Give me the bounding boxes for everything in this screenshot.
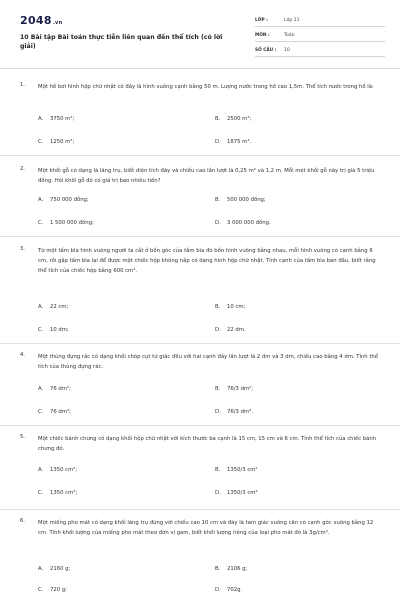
option-b[interactable] — [215, 116, 251, 122]
meta-key: LỚP : — [255, 17, 268, 23]
option-c[interactable] — [38, 327, 69, 333]
option-a[interactable] — [38, 197, 89, 203]
question-divider — [0, 509, 400, 510]
option-key: B. — [215, 116, 221, 122]
option-value: 1350 cm³; — [50, 490, 78, 496]
question-number: 2. — [20, 166, 25, 172]
option-value: 500 000 đồng; — [227, 197, 266, 203]
question-divider — [0, 343, 400, 344]
question-text: Một hồ bơi hình hộp chữ nhật có đáy là hình vuông cạnh bằng 50 m. Lượng nước trong hồ cao 1,5m. Thể tích nước trong hồ là: — [38, 84, 374, 90]
option-value: 10 dm; — [50, 327, 69, 333]
option-c[interactable] — [38, 139, 74, 145]
option-value: 10 cm; — [227, 304, 246, 310]
option-d[interactable] — [215, 587, 242, 593]
option-key: A. — [38, 467, 44, 473]
option-value: 3750 m³; — [50, 116, 75, 122]
question-text: Một khối gỗ có dạng là lăng trụ, biết diện tích đáy và chiều cao lần lượt là 0,25 m² và 1,2 m. Mỗi mét khối gỗ này trị giá 5 triệu đồng. Hỏi khối gỗ đó có giá trị bao nhiêu tiền? — [38, 168, 375, 184]
option-value: 76/3 dm³. — [227, 409, 253, 415]
option-b[interactable] — [215, 566, 247, 572]
option-c[interactable] — [38, 220, 94, 226]
document-title: 10 Bài tập Bài toán thực tiễn liên quan đến thể tích (có lời giải) — [20, 34, 223, 50]
option-a[interactable] — [38, 467, 77, 473]
option-key: D. — [215, 587, 221, 593]
option-key: C. — [38, 587, 44, 593]
option-a[interactable] — [38, 304, 68, 310]
option-value: 2106 g; — [227, 566, 248, 572]
option-value: 750 000 đồng; — [50, 197, 89, 203]
option-key: A. — [38, 566, 44, 572]
option-key: D. — [215, 220, 221, 226]
question-divider — [0, 155, 400, 156]
option-value: 76 dm³; — [50, 409, 71, 415]
question-number: 4. — [20, 352, 25, 358]
option-key: B. — [215, 386, 221, 392]
option-value: 1875 m³. — [227, 139, 252, 145]
option-d[interactable] — [215, 490, 258, 496]
option-key: C. — [38, 409, 44, 415]
option-key: A. — [38, 197, 44, 203]
question-text: Một thùng đựng rác có dạng khối chóp cụt tứ giác đều với hai cạnh đáy lần lượt là 2 dm và 3 dm, chiều cao bằng 4 dm. Tính thể tích của thùng đựng rác. — [38, 354, 379, 370]
option-a[interactable] — [38, 386, 71, 392]
option-key: D. — [215, 490, 221, 496]
header-divider — [0, 68, 400, 69]
question-text: Từ một tấm bìa hình vuông người ta cắt ở bốn góc của tấm bìa đó bốn hình vuông bằng nhau, mỗi hình vuông có cạnh bằng 6 cm, rồi gập tấm bìa lại để được một chiếc hộp không nắp có dạng hình hộp chữ nhật. Tính cạnh của tấm bìa ban đầu, biết rằng thể tích của chiếc hộp bằng 600 cm³. — [38, 248, 376, 274]
meta-value: Lớp 11 — [284, 17, 300, 23]
question-number: 5. — [20, 434, 25, 440]
logo-suffix: .vn — [52, 20, 63, 26]
option-key: C. — [38, 220, 44, 226]
option-value: 1 500 000 đồng; — [50, 220, 94, 226]
option-b[interactable] — [215, 386, 253, 392]
option-key: A. — [38, 304, 44, 310]
option-key: D. — [215, 139, 221, 145]
option-value: 76 dm²; — [50, 386, 71, 392]
meta-key: SỐ CÂU : — [255, 47, 277, 53]
option-d[interactable] — [215, 409, 253, 415]
meta-panel — [255, 14, 385, 59]
question-divider — [0, 425, 400, 426]
option-value: 720 g; — [50, 587, 67, 593]
question-text: Một miếng pho mát có dạng khối lăng trụ đứng với chiều cao 10 cm và đáy là tam giác vuông cân có cạnh góc vuông bằng 12 cm. Tính khối lượng của miếng pho mát theo đơn vị gam, biết khối lượng riêng của loại pho mát đó là 3g/cm³. — [38, 520, 374, 536]
option-c[interactable] — [38, 587, 67, 593]
option-value: 1250 m³; — [50, 139, 75, 145]
site-logo[interactable] — [20, 14, 62, 27]
logo-text: 2048 — [20, 14, 52, 27]
option-b[interactable] — [215, 467, 258, 473]
meta-row-count — [255, 44, 385, 57]
option-a[interactable] — [38, 566, 70, 572]
option-key: B. — [215, 566, 221, 572]
option-c[interactable] — [38, 490, 77, 496]
meta-key: MÔN : — [255, 32, 270, 38]
option-value: 1350 cm²; — [50, 467, 78, 473]
option-value: 3 000 000 đồng. — [227, 220, 271, 226]
option-key: A. — [38, 386, 44, 392]
question-number: 3. — [20, 246, 25, 252]
meta-value: 10 — [284, 47, 290, 53]
option-key: A. — [38, 116, 44, 122]
option-value: 1350/3 cm² — [227, 467, 258, 473]
option-d[interactable] — [215, 220, 271, 226]
option-value: 2500 m³; — [227, 116, 252, 122]
option-key: C. — [38, 139, 44, 145]
option-value: 22 cm; — [50, 304, 69, 310]
option-key: C. — [38, 327, 44, 333]
question-text: Một chiếc bánh chưng có dạng khối hộp chữ nhật với kích thước ba cạnh là 15 cm, 15 cm và 6 cm. Tính thể tích của chiếc bánh chưng đó. — [38, 436, 377, 452]
option-key: C. — [38, 490, 44, 496]
option-value: 22 dm. — [227, 327, 246, 333]
option-key: B. — [215, 304, 221, 310]
option-b[interactable] — [215, 197, 266, 203]
option-c[interactable] — [38, 409, 71, 415]
option-key: D. — [215, 409, 221, 415]
option-key: D. — [215, 327, 221, 333]
worksheet-header — [0, 0, 400, 68]
option-value: 76/3 dm²; — [227, 386, 254, 392]
option-value: 2160 g; — [50, 566, 71, 572]
option-d[interactable] — [215, 139, 251, 145]
option-d[interactable] — [215, 327, 246, 333]
option-value: 1350/3 cm³ — [227, 490, 258, 496]
option-key: B. — [215, 197, 221, 203]
meta-row-subject — [255, 29, 385, 42]
meta-row-class — [255, 14, 385, 27]
option-value: 702g. — [227, 587, 243, 593]
question-number: 1. — [20, 82, 25, 88]
option-key: B. — [215, 467, 221, 473]
question-divider — [0, 236, 400, 237]
option-b[interactable] — [215, 304, 245, 310]
meta-value: Toán — [284, 32, 295, 38]
option-a[interactable] — [38, 116, 74, 122]
question-number: 6. — [20, 518, 25, 524]
